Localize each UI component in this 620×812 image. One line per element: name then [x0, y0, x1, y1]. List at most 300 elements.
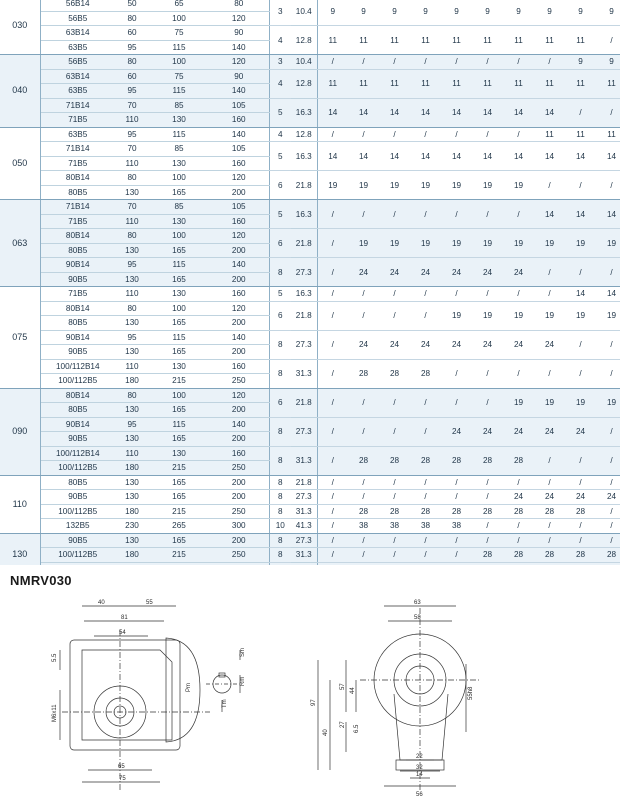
- compatibility-cell: 9: [534, 0, 565, 26]
- compatibility-cell: /: [534, 533, 565, 548]
- compatibility-cell: /: [348, 127, 379, 142]
- compatibility-cell: 11: [534, 26, 565, 55]
- table-row: [0, 127, 620, 142]
- compatibility-cell: 14: [410, 142, 441, 171]
- compatibility-cell: 19: [503, 171, 534, 200]
- table-row: [0, 0, 620, 11]
- input-flange: [166, 638, 200, 742]
- table-row: [0, 359, 620, 374]
- compatibility-cell: /: [317, 55, 348, 70]
- compatibility-cell: /: [596, 359, 620, 388]
- ratio-cell: 31.3: [291, 504, 317, 519]
- compatibility-cell: /: [596, 533, 620, 548]
- compatibility-cell: 11: [534, 69, 565, 98]
- ratio-cell: 31.3: [291, 548, 317, 563]
- compatibility-cell: 14: [379, 98, 410, 127]
- compatibility-cell: /: [503, 359, 534, 388]
- flange-dimension-cell: 160: [209, 113, 269, 128]
- flange-dimension-cell: 200: [209, 243, 269, 258]
- flange-dimension-cell: 140: [209, 84, 269, 99]
- compatibility-cell: 14: [317, 98, 348, 127]
- compatibility-cell: 9: [348, 0, 379, 26]
- compatibility-cell: 11: [441, 69, 472, 98]
- flange-dimension-cell: 100: [149, 11, 209, 26]
- flange-dimension-cell: 165: [149, 243, 209, 258]
- flange-dimension-cell: 130: [115, 490, 149, 505]
- compatibility-cell: /: [534, 171, 565, 200]
- dimension-label: 32: [416, 765, 423, 771]
- motor-flange-cell: 90B5: [40, 533, 115, 548]
- flange-dimension-cell: 80: [115, 229, 149, 244]
- compatibility-cell: /: [441, 533, 472, 548]
- gearbox-size: 090: [0, 388, 40, 475]
- compatibility-cell: /: [441, 548, 472, 563]
- compatibility-cell: 28: [503, 504, 534, 519]
- table-row: [0, 55, 620, 70]
- compatibility-cell: 24: [565, 490, 596, 505]
- table-row: [0, 417, 620, 432]
- flange-dimension-cell: 105: [209, 142, 269, 157]
- flange-dimension-cell: 100: [149, 301, 209, 316]
- flange-dimension-cell: 120: [209, 229, 269, 244]
- motor-flange-cell: 63B5: [40, 84, 115, 99]
- compatibility-cell: 28: [534, 504, 565, 519]
- ratio-cell: 5: [269, 200, 291, 229]
- flange-dimension-cell: 80: [115, 171, 149, 186]
- compatibility-cell: /: [379, 548, 410, 563]
- compatibility-cell: 28: [565, 504, 596, 519]
- motor-flange-cell: 90B5: [40, 432, 115, 447]
- ratio-cell: 3: [269, 0, 291, 26]
- ratio-cell: 6: [269, 229, 291, 258]
- compatibility-cell: /: [503, 127, 534, 142]
- front-body: [394, 694, 448, 760]
- compatibility-cell: 14: [317, 142, 348, 171]
- compatibility-cell: /: [534, 359, 565, 388]
- compatibility-cell: /: [410, 55, 441, 70]
- flange-dimension-cell: 75: [149, 69, 209, 84]
- flange-dimension-cell: 130: [115, 316, 149, 331]
- compatibility-cell: /: [596, 504, 620, 519]
- ratio-cell: 12.8: [291, 127, 317, 142]
- dimension-label: 14: [416, 772, 423, 778]
- dimension-label: 40: [98, 600, 105, 606]
- compatibility-cell: /: [348, 287, 379, 302]
- compatibility-cell: 24: [348, 330, 379, 359]
- compatibility-cell: 19: [441, 171, 472, 200]
- compatibility-cell: /: [317, 200, 348, 229]
- compatibility-cell: /: [565, 359, 596, 388]
- compatibility-cell: 24: [534, 417, 565, 446]
- flange-dimension-cell: 200: [209, 490, 269, 505]
- flange-dimension-cell: 70: [115, 200, 149, 215]
- compatibility-cell: /: [441, 490, 472, 505]
- flange-dimension-cell: 100: [149, 171, 209, 186]
- compatibility-cell: 11: [565, 127, 596, 142]
- compatibility-cell: /: [472, 519, 503, 534]
- compatibility-cell: /: [503, 200, 534, 229]
- compatibility-cell: 11: [441, 26, 472, 55]
- compatibility-cell: /: [441, 287, 472, 302]
- flange-dimension-cell: 65: [149, 0, 209, 11]
- dimension-label: 56: [416, 792, 423, 798]
- compatibility-cell: /: [565, 475, 596, 490]
- flange-dimension-cell: 130: [149, 156, 209, 171]
- flange-dimension-cell: 140: [209, 258, 269, 273]
- compatibility-cell: 24: [596, 490, 620, 505]
- compatibility-cell: 24: [441, 330, 472, 359]
- flange-dimension-cell: 95: [115, 258, 149, 273]
- flange-dimension-cell: 160: [209, 156, 269, 171]
- compatibility-cell: /: [410, 301, 441, 330]
- compatibility-cell: 38: [379, 519, 410, 534]
- compatibility-cell: /: [410, 127, 441, 142]
- compatibility-cell: 28: [441, 446, 472, 475]
- dimension-label: 44: [350, 687, 356, 694]
- compatibility-cell: /: [565, 330, 596, 359]
- compatibility-cell: 11: [379, 69, 410, 98]
- compatibility-cell: /: [441, 475, 472, 490]
- compatibility-cell: /: [379, 533, 410, 548]
- compatibility-cell: [503, 562, 534, 565]
- flange-dimension-cell: 250: [209, 461, 269, 476]
- compatibility-cell: 19: [596, 229, 620, 258]
- compatibility-cell: /: [441, 359, 472, 388]
- compatibility-cell: /: [317, 301, 348, 330]
- compatibility-cell: 19: [503, 229, 534, 258]
- compatibility-cell: 11: [503, 69, 534, 98]
- flange-dimension-cell: 160: [209, 446, 269, 461]
- flange-dimension-cell: 120: [209, 55, 269, 70]
- compatibility-cell: 9: [317, 0, 348, 26]
- dimension-label: 54: [119, 630, 126, 636]
- flange-dimension-cell: 200: [209, 475, 269, 490]
- flange-dimension-cell: 105: [209, 98, 269, 113]
- flange-dimension-cell: 110: [115, 287, 149, 302]
- flange-dimension-cell: 165: [149, 185, 209, 200]
- flange-dimension-cell: 180: [115, 504, 149, 519]
- motor-flange-cell: 100/112B5: [40, 548, 115, 563]
- compatibility-cell: 24: [441, 258, 472, 287]
- compatibility-cell: /: [348, 200, 379, 229]
- flange-dimension-cell: 80: [115, 11, 149, 26]
- dimension-label: 81: [121, 615, 128, 621]
- compatibility-cell: 24: [410, 330, 441, 359]
- flange-dimension-cell: 165: [149, 316, 209, 331]
- flange-dimension-cell: 80: [115, 301, 149, 316]
- flange-dimension-cell: 140: [209, 417, 269, 432]
- compatibility-cell: /: [503, 519, 534, 534]
- compatibility-cell: /: [472, 490, 503, 505]
- compatibility-cell: 14: [596, 142, 620, 171]
- compatibility-cell: 19: [596, 388, 620, 417]
- flange-dimension-cell: 165: [149, 345, 209, 360]
- compatibility-cell: /: [410, 533, 441, 548]
- compatibility-cell: /: [317, 533, 348, 548]
- flange-dimension-cell: 250: [209, 504, 269, 519]
- compatibility-cell: 19: [503, 301, 534, 330]
- flange-dimension-cell: 180: [115, 374, 149, 389]
- flange-dimension-cell: 165: [149, 475, 209, 490]
- compatibility-cell: /: [348, 548, 379, 563]
- flange-dimension-cell: 130: [149, 359, 209, 374]
- ratio-cell: 4: [269, 26, 291, 55]
- compatibility-cell: /: [410, 548, 441, 563]
- flange-dimension-cell: 215: [149, 504, 209, 519]
- dimension-label: 57: [340, 683, 346, 690]
- dimension-label: Sm: [240, 648, 246, 657]
- compatibility-cell: 24: [441, 417, 472, 446]
- ratio-cell: 8: [269, 446, 291, 475]
- flange-dimension-cell: 115: [149, 40, 209, 55]
- flange-dimension-cell: 110: [115, 214, 149, 229]
- table-row: [0, 519, 620, 534]
- compatibility-cell: 19: [534, 388, 565, 417]
- motor-flange-cell: 71B5: [40, 156, 115, 171]
- flange-dimension-cell: 100: [149, 229, 209, 244]
- compatibility-cell: [379, 562, 410, 565]
- ratio-cell: 8: [269, 533, 291, 548]
- table-row: [0, 562, 620, 565]
- compatibility-cell: 14: [534, 200, 565, 229]
- flange-dimension-cell: 90: [209, 69, 269, 84]
- compatibility-cell: 9: [596, 0, 620, 26]
- compatibility-cell: 19: [379, 229, 410, 258]
- flange-dimension-cell: [209, 562, 269, 565]
- compatibility-cell: 11: [503, 26, 534, 55]
- compatibility-cell: /: [596, 446, 620, 475]
- compatibility-cell: 9: [565, 0, 596, 26]
- motor-flange-cell: 80B5: [40, 316, 115, 331]
- compatibility-cell: 24: [472, 417, 503, 446]
- motor-flange-cell: 63B5: [40, 40, 115, 55]
- ratio-cell: 5: [269, 142, 291, 171]
- compatibility-cell: /: [317, 490, 348, 505]
- ratio-cell: 5: [269, 98, 291, 127]
- compatibility-cell: /: [534, 287, 565, 302]
- flange-dimension-cell: 200: [209, 403, 269, 418]
- compatibility-cell: /: [379, 388, 410, 417]
- compatibility-cell: /: [565, 258, 596, 287]
- compatibility-cell: 14: [410, 98, 441, 127]
- compatibility-cell: 14: [348, 98, 379, 127]
- compatibility-cell: /: [317, 504, 348, 519]
- table-row: [0, 258, 620, 273]
- ratio-cell: 3: [269, 55, 291, 70]
- compatibility-cell: 28: [379, 446, 410, 475]
- compatibility-cell: 28: [410, 504, 441, 519]
- compatibility-cell: [348, 562, 379, 565]
- flange-dimension-cell: 95: [115, 330, 149, 345]
- flange-dimension-cell: [115, 562, 149, 565]
- compatibility-cell: 14: [441, 142, 472, 171]
- motor-flange-cell: 80B14: [40, 388, 115, 403]
- compatibility-cell: 19: [348, 171, 379, 200]
- table-row: [0, 301, 620, 316]
- table-row: [0, 533, 620, 548]
- flange-dimension-cell: 200: [209, 316, 269, 331]
- compatibility-cell: 14: [596, 287, 620, 302]
- compatibility-cell: /: [379, 475, 410, 490]
- compatibility-cell: 38: [348, 519, 379, 534]
- compatibility-cell: 28: [503, 548, 534, 563]
- compatibility-cell: /: [596, 171, 620, 200]
- flange-dimension-cell: 130: [115, 185, 149, 200]
- compatibility-cell: /: [596, 98, 620, 127]
- dimension-label: 55: [146, 600, 153, 606]
- flange-dimension-cell: 160: [209, 359, 269, 374]
- compatibility-cell: 28: [410, 359, 441, 388]
- compatibility-cell: 24: [348, 258, 379, 287]
- compatibility-cell: /: [348, 417, 379, 446]
- compatibility-cell: /: [472, 359, 503, 388]
- flange-dimension-cell: 140: [209, 40, 269, 55]
- flange-dimension-cell: 130: [115, 272, 149, 287]
- compatibility-cell: 28: [565, 548, 596, 563]
- flange-dimension-cell: 140: [209, 330, 269, 345]
- motor-flange-cell: 90B5: [40, 490, 115, 505]
- compatibility-cell: /: [534, 475, 565, 490]
- compatibility-cell: 11: [534, 127, 565, 142]
- compatibility-cell: /: [379, 200, 410, 229]
- gearbox-size: 130: [0, 533, 40, 565]
- compatibility-cell: /: [317, 417, 348, 446]
- gearbox-size: 040: [0, 55, 40, 128]
- ratio-cell: 12.8: [291, 69, 317, 98]
- flange-dimension-cell: 265: [149, 519, 209, 534]
- compatibility-cell: /: [410, 475, 441, 490]
- compatibility-cell: 14: [534, 142, 565, 171]
- ratio-cell: 16.3: [291, 200, 317, 229]
- compatibility-cell: 9: [410, 0, 441, 26]
- compatibility-cell: /: [348, 533, 379, 548]
- compatibility-cell: 11: [565, 26, 596, 55]
- technical-drawing: [0, 590, 620, 812]
- motor-flange-cell: [40, 562, 115, 565]
- compatibility-cell: 28: [534, 548, 565, 563]
- motor-flange-cell: 90B14: [40, 258, 115, 273]
- flange-dimension-cell: 95: [115, 40, 149, 55]
- dimension-label: 55h8: [468, 686, 474, 700]
- compatibility-cell: /: [472, 127, 503, 142]
- compatibility-cell: /: [534, 258, 565, 287]
- compatibility-cell: 24: [379, 258, 410, 287]
- motor-flange-cell: 100/112B5: [40, 461, 115, 476]
- compatibility-cell: /: [317, 330, 348, 359]
- table-row: [0, 490, 620, 505]
- table-row: [0, 26, 620, 41]
- compatibility-cell: 19: [534, 229, 565, 258]
- compatibility-cell: 19: [503, 388, 534, 417]
- ratio-cell: 10.4: [291, 55, 317, 70]
- flange-dimension-cell: 200: [209, 185, 269, 200]
- flange-dimension-cell: 230: [115, 519, 149, 534]
- compatibility-cell: 14: [534, 98, 565, 127]
- dimension-label: Rm: [240, 676, 246, 686]
- flange-dimension-cell: 100: [149, 55, 209, 70]
- compatibility-cell: 11: [317, 69, 348, 98]
- compatibility-cell: 19: [441, 229, 472, 258]
- flange-dimension-cell: 200: [209, 272, 269, 287]
- flange-dimension-cell: 60: [115, 26, 149, 41]
- side-view-outline: [70, 640, 180, 750]
- compatibility-cell: /: [565, 533, 596, 548]
- flange-dimension-cell: 130: [115, 243, 149, 258]
- ratio-cell: 21.8: [291, 388, 317, 417]
- compatibility-cell: /: [317, 519, 348, 534]
- flange-dimension-cell: 110: [115, 359, 149, 374]
- dimension-label: 5.5: [52, 653, 58, 662]
- ratio-cell: 5: [269, 287, 291, 302]
- flange-dimension-cell: 85: [149, 142, 209, 157]
- gearbox-size: 063: [0, 200, 40, 287]
- flange-dimension-cell: 120: [209, 171, 269, 186]
- compatibility-cell: [596, 562, 620, 565]
- motor-flange-cell: 71B14: [40, 142, 115, 157]
- ratio-cell: 8: [269, 490, 291, 505]
- compatibility-cell: 24: [534, 490, 565, 505]
- dimension-label: 27: [340, 721, 346, 728]
- compatibility-cell: 19: [565, 301, 596, 330]
- compatibility-cell: 28: [348, 359, 379, 388]
- ratio-cell: 10.4: [291, 0, 317, 26]
- compatibility-cell: 19: [410, 229, 441, 258]
- flange-dimension-cell: 165: [149, 272, 209, 287]
- motor-flange-cell: 80B14: [40, 171, 115, 186]
- ratio-cell: 12.8: [291, 26, 317, 55]
- ratio-cell: 8: [269, 258, 291, 287]
- gearbox-size: 075: [0, 287, 40, 389]
- ratio-cell: 21.8: [291, 229, 317, 258]
- motor-flange-cell: 80B5: [40, 403, 115, 418]
- compatibility-cell: 14: [441, 98, 472, 127]
- motor-flange-cell: 100/112B5: [40, 504, 115, 519]
- compatibility-cell: /: [348, 388, 379, 417]
- compatibility-cell: 19: [472, 229, 503, 258]
- compatibility-cell: 9: [472, 0, 503, 26]
- flange-dimension-cell: 200: [209, 533, 269, 548]
- compatibility-cell: 19: [534, 301, 565, 330]
- compatibility-cell: /: [596, 26, 620, 55]
- compatibility-cell: /: [317, 229, 348, 258]
- flange-dimension-cell: 75: [149, 26, 209, 41]
- compatibility-cell: /: [472, 533, 503, 548]
- flange-dimension-cell: 180: [115, 548, 149, 563]
- compatibility-cell: /: [317, 388, 348, 417]
- compatibility-cell: 14: [565, 142, 596, 171]
- compatibility-cell: 28: [410, 446, 441, 475]
- ratio-cell: 8: [269, 359, 291, 388]
- table-row: [0, 69, 620, 84]
- flange-dimension-cell: 200: [209, 345, 269, 360]
- flange-dimension-cell: 130: [115, 432, 149, 447]
- compatibility-cell: 11: [472, 26, 503, 55]
- flange-dimension-cell: 115: [149, 127, 209, 142]
- ratio-cell: 8: [269, 417, 291, 446]
- motor-flange-cell: 80B5: [40, 185, 115, 200]
- compatibility-cell: 9: [441, 0, 472, 26]
- front-view: [318, 606, 480, 790]
- flange-dimension-cell: 70: [115, 142, 149, 157]
- ratio-cell: [269, 562, 291, 565]
- flange-dimension-cell: 80: [115, 55, 149, 70]
- dimension-label: 63: [414, 600, 421, 606]
- flange-dimension-cell: 115: [149, 330, 209, 345]
- compatibility-cell: /: [379, 127, 410, 142]
- ratio-cell: 31.3: [291, 446, 317, 475]
- dimension-label: 75: [119, 776, 126, 782]
- compatibility-cell: 19: [596, 301, 620, 330]
